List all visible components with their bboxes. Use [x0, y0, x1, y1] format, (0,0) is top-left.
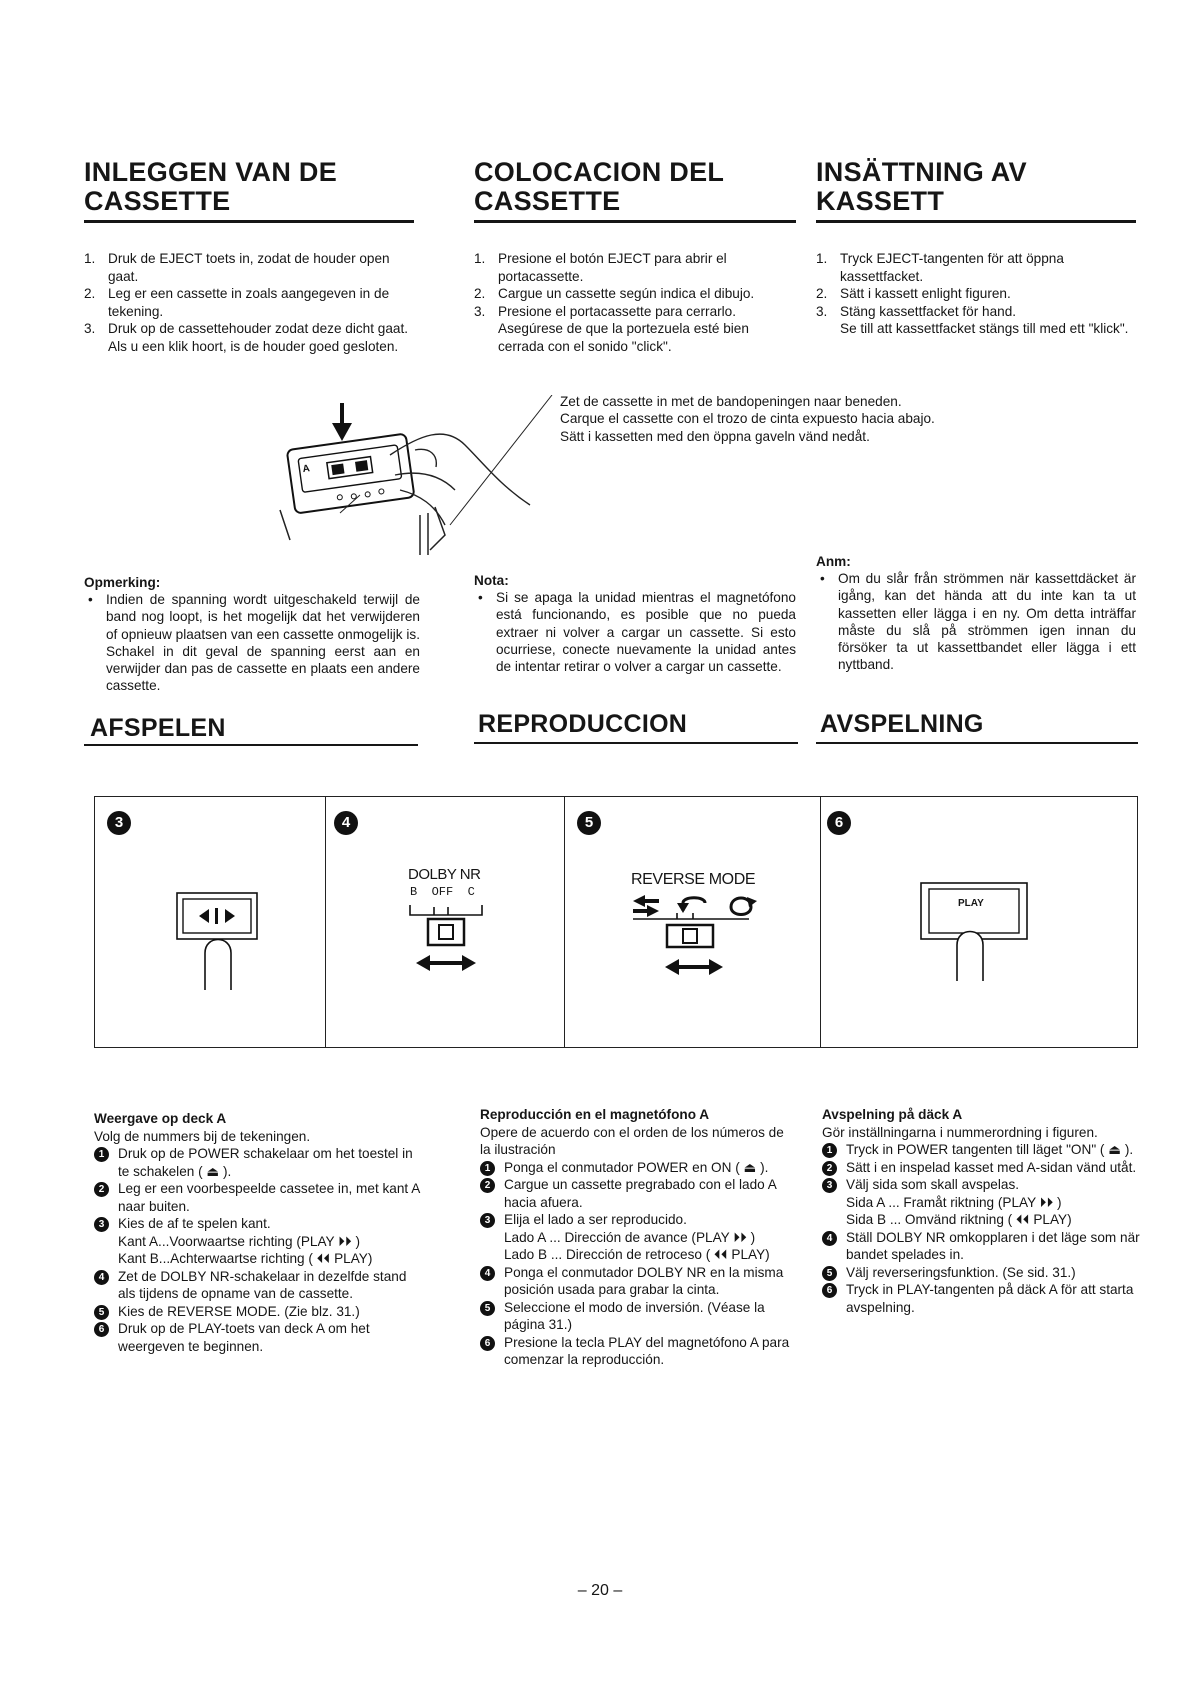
heading-es-reproduccion: REPRODUCCION	[478, 710, 688, 738]
play-button-label: PLAY	[958, 898, 984, 909]
play-rule-es	[474, 742, 798, 744]
list-item: 2. Leg er een cassette in zoals aangegeven in de tekening.	[84, 286, 390, 319]
finger-icon	[957, 932, 983, 982]
list-item: 1 Druk op de POWER schakelaar om het toestel in te schakelen ( ⏏ ).	[94, 1145, 422, 1180]
list-item: 4 Ställ DOLBY NR omkopplaren i det läge som när bandet spelades in.	[822, 1229, 1140, 1264]
one-way-icon	[633, 895, 659, 917]
dolby-nr-label: DOLBY NR	[408, 866, 481, 883]
steps-sv	[816, 250, 1136, 338]
page-number: – 20 –	[577, 1582, 623, 1599]
cassette-insertion-illustration	[270, 395, 570, 555]
play-rule-nl	[84, 744, 418, 746]
heading-rule-nl	[84, 220, 414, 223]
list-item: 1. Presione el botón EJECT para abrir el portacassette.	[474, 251, 727, 284]
slide-arrows-icon	[665, 959, 723, 975]
list-item: 1 Tryck in POWER tangenten till läget "ON" ( ⏏ ).	[822, 1141, 1140, 1159]
instructions-nl: Weergave op deck A Volg de nummers bij de tekeningen. 1 Druk op de POWER schakelaar om het toestel in te schakelen ( ⏏ ). 2 Leg er een voorbespeelde cassetee in, met kant A naar buiten. 3 Kies de af te spelen kant. Kant A...Voorwaartse richting (PLAY ⏵⏵ ) Kant B...Achterwaartse richting ( ⏴⏴ PLAY) 4 Zet de DOLBY NR-schakelaar in dezelfde stand als tijdens de opname van de cassette. 5 Kies de REVERSE MODE. (Zie blz. 31.) 6 Druk op de PLAY-toets van deck A om het weergeven te beginnen.	[94, 1110, 422, 1355]
list-item: 3. Presione el portacassette para cerrarlo. Asegúrese de que la portezuela esté bien cerrada con el sonido "click".	[474, 303, 749, 354]
list-item: 2 Cargue un cassette pregrabado con el lado A hacia afuera.	[480, 1176, 798, 1211]
insert-arrow-icon	[332, 403, 352, 441]
list-item: 4 Zet de DOLBY NR-schakelaar in dezelfde stand als tijdens de opname van de cassette.	[94, 1268, 422, 1303]
list-item: 3. Druk op de cassettehouder zodat deze dicht gaat. Als u een klik hoort, is de houder goed gesloten.	[84, 321, 409, 354]
steps-es	[474, 250, 796, 355]
list-item: 1. Druk de EJECT toets in, zodat de houder open gaat.	[84, 251, 390, 284]
list-item: 5 Kies de REVERSE MODE. (Zie blz. 31.)	[94, 1303, 422, 1321]
slide-arrows-icon	[416, 955, 476, 971]
round-trip-icon	[677, 898, 705, 913]
finger-icon	[205, 940, 231, 991]
list-item: 2. Sätt i kassett enlight figuren.	[816, 286, 1011, 301]
list-item: 6 Druk op de PLAY-toets van deck A om het weergeven te beginnen.	[94, 1320, 422, 1355]
note-es: Nota: • Si se apaga la unidad mientras el magnetófono está funcionando, es posible que no pueda extraer ni volver a cargar un cassette. Si esto ocurriese, conecte nuevamente la unidad antes de intentar retirar o volver a cargar un cassette.	[474, 573, 796, 675]
instructions-es: Reproducción en el magnetófono A Opere de acuerdo con el orden de los números de la ilustración 1 Ponga el conmutador POWER en ON ( ⏏ ). 2 Cargue un cassette pregrabado con el lado A hacia afuera. 3 Elija el lado a ser reproducido. Lado A ... Dirección de avance (PLAY ⏵⏵ ) Lado B ... Dirección de retroceso ( ⏴⏴ PLAY) 4 Ponga el conmutador DOLBY NR en la misma posición usada para grabar la cinta. 5 Seleccione el modo de inversión. (Véase la página 31.) 6 Presione la tecla PLAY del magnetófono A para comenzar la reproducción.	[480, 1106, 798, 1369]
instructions-sv: Avspelning på däck A Gör inställningarna i nummerordning i figuren. 1 Tryck in POWER tangenten till läget "ON" ( ⏏ ). 2 Sätt i en inspelad kasset med A-sidan vänd utåt. 3 Välj sida som skall avspelas. Sida A ... Framåt riktning (PLAY ⏵⏵ ) Sida B ... Omvänd riktning ( ⏴⏴ PLAY) 4 Ställ DOLBY NR omkopplaren i det läge som när bandet spelades in. 5 Välj reverseringsfunktion. (Se sid. 31.) 6 Tryck in PLAY-tangenten på däck A för att starta avspelning.	[822, 1107, 1140, 1315]
list-item: 3 Kies de af te spelen kant. Kant A...Voorwaartse richting (PLAY ⏵⏵ ) Kant B...Achterwaartse richting ( ⏴⏴ PLAY)	[94, 1215, 422, 1268]
list-item: 6 Tryck in PLAY-tangenten på däck A för att starta avspelning.	[822, 1281, 1140, 1316]
dolby-positions: B OFF C	[410, 885, 475, 899]
step-number-badge: 6	[827, 811, 851, 835]
panel-step-3	[94, 797, 326, 1047]
heading-nl-afspelen: AFSPELEN	[90, 714, 226, 742]
play-rule-sv	[816, 742, 1138, 744]
side-select-button-illustration	[165, 875, 275, 995]
list-item: 5 Seleccione el modo de inversión. (Véase la página 31.)	[480, 1299, 798, 1334]
reverse-mode-label: REVERSE MODE	[631, 871, 756, 888]
list-item: 3 Elija el lado a ser reproducido. Lado A ... Dirección de avance (PLAY ⏵⏵ ) Lado B ... Dirección de retroceso ( ⏴⏴ PLAY)	[480, 1211, 798, 1264]
continuous-icon	[731, 897, 757, 915]
note-nl: Opmerking: • Indien de spanning wordt uitgeschakeld terwijl de band nog loopt, is het mogelijk dat het verwijderen of opnieuw plaatsen van een cassette onmogelijk is. Schakel in dit geval de spanning eerst aan en verwijder dan pas de cassette en plaats een andere cassette.	[84, 575, 420, 694]
panel-step-4	[325, 797, 565, 1047]
heading-rule-es	[474, 220, 796, 223]
list-item: 3 Välj sida som skall avspelas. Sida A ... Framåt riktning (PLAY ⏵⏵ ) Sida B ... Omvänd riktning ( ⏴⏴ PLAY)	[822, 1176, 1140, 1229]
list-item: 2 Leg er een voorbespeelde cassetee in, met kant A naar buiten.	[94, 1180, 422, 1215]
list-item: 4 Ponga el conmutador DOLBY NR en la misma posición usada para grabar la cinta.	[480, 1264, 798, 1299]
svg-text:A: A	[301, 463, 311, 476]
heading-es-colocacion: COLOCACION DEL CASSETTE	[474, 157, 725, 216]
list-item: 1 Ponga el conmutador POWER en ON ( ⏏ ).	[480, 1159, 798, 1177]
step-number-badge: 3	[107, 811, 131, 835]
list-item: 6 Presione la tecla PLAY del magnetófono A para comenzar la reproducción.	[480, 1334, 798, 1369]
play-button-illustration	[917, 875, 1037, 985]
list-item: 1. Tryck EJECT-tangenten för att öppna kassettfacket.	[816, 251, 1064, 284]
step-number-badge: 4	[334, 811, 358, 835]
dolby-switch-illustration	[396, 897, 496, 977]
panel-step-5	[564, 797, 821, 1047]
heading-nl-inleggen: INLEGGEN VAN DE CASSETTE	[84, 157, 338, 216]
list-item: 5 Välj reverseringsfunktion. (Se sid. 31.)	[822, 1264, 1140, 1282]
list-item: 2 Sätt i en inspelad kasset med A-sidan vänd utåt.	[822, 1159, 1140, 1177]
illustration-caption: Zet de cassette in met de bandopeningen naar beneden. Carque el cassette con el trozo de cinta expuesto hacia abajo. Sätt i kassetten med den öppna gaveln vänd nedåt.	[560, 394, 935, 444]
heading-sv-avspelning: AVSPELNING	[820, 710, 984, 738]
reverse-mode-switch-illustration	[627, 891, 767, 981]
step-number-badge: 5	[577, 811, 601, 835]
list-item: 3. Stäng kassettfacket för hand. Se till att kassettfacket stängs till med ett "klick".	[816, 303, 1129, 336]
cassette-icon	[287, 434, 415, 514]
heading-sv-insattning: INSÄTTNING AV KASSETT	[816, 157, 1027, 216]
heading-rule-sv	[816, 220, 1136, 223]
list-item: 2. Cargue un cassette según indica el dibujo.	[474, 286, 755, 301]
panel-step-6	[820, 797, 1139, 1047]
note-sv: Anm: • Om du slår från strömmen när kassettdäcket är igång, kan det hända att du inte kan ta ut kassetten eller lägga i en ny. Om detta inträffar måste du slå på strömmen igen innan du försöker ta ut kassettbandet eller lägga i ett nyttband.	[816, 554, 1136, 673]
steps-nl	[84, 250, 416, 355]
